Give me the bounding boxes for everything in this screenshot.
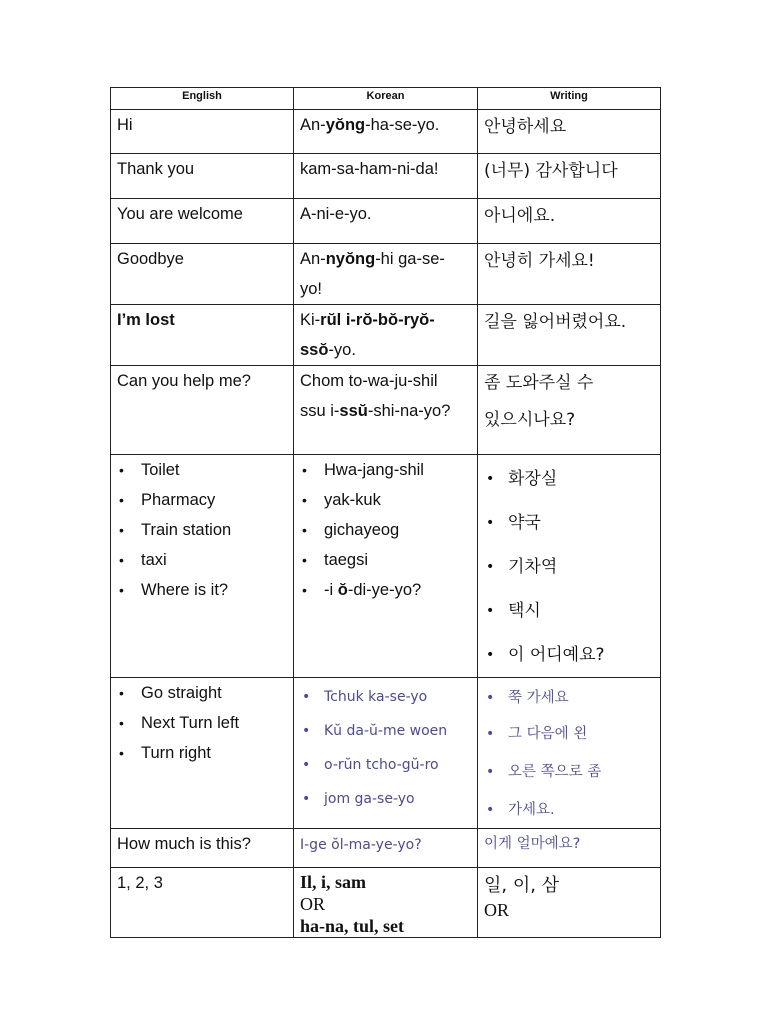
list-item: • 오른 쪽으로 좀 — [484, 752, 654, 792]
english-cell: How much is this? — [111, 829, 294, 868]
list-item: • gichayeog — [300, 515, 471, 545]
list-item: • 그 다음에 왼 — [484, 716, 654, 752]
header-writing: Writing — [478, 88, 661, 110]
table-row — [111, 366, 661, 455]
list-item: • 택시 — [484, 589, 654, 633]
phrase-table — [110, 87, 661, 938]
directions-korean-list — [300, 678, 471, 816]
list-item: • Where is it? — [117, 575, 287, 605]
writing-cell: 길을 잃어버렸어요. — [478, 305, 661, 366]
writing-cell: 안녕히 가세요! — [478, 244, 661, 305]
writing-cell: 좀 도와주실 수 있으시나요? — [478, 366, 661, 455]
table-row — [111, 244, 661, 305]
list-item: • taxi — [117, 545, 287, 575]
list-item: • yak-kuk — [300, 485, 471, 515]
list-item: • Toilet — [117, 455, 287, 485]
korean-cell: kam-sa-ham-ni-da! — [294, 154, 478, 199]
table-row — [111, 678, 661, 829]
english-cell: 1, 2, 3 — [111, 868, 294, 938]
korean-cell — [294, 455, 478, 678]
korean-cell — [294, 678, 478, 829]
list-item: • Hwa-jang-shil — [300, 455, 471, 485]
list-item: • Go straight — [117, 678, 287, 708]
writing-cell — [478, 678, 661, 829]
table-row — [111, 199, 661, 244]
writing-cell — [478, 455, 661, 678]
places-english-list — [117, 455, 287, 605]
writing-cell: (너무) 감사합니다 — [478, 154, 661, 199]
list-item-continued: • jom ga-se-yo — [300, 782, 471, 816]
table-row — [111, 868, 661, 938]
english-cell: Goodbye — [111, 244, 294, 305]
list-item: • taegsi — [300, 545, 471, 575]
directions-english-list — [117, 678, 287, 768]
writing-cell: 이게 얼마예요? — [478, 829, 661, 868]
english-cell — [111, 455, 294, 678]
list-item: • 화장실 — [484, 457, 654, 501]
list-item: • 기차역 — [484, 545, 654, 589]
list-item: • o-rŭn tcho-gŭ-ro — [300, 748, 471, 782]
writing-cell: 안녕하세요 — [478, 110, 661, 154]
places-korean-list — [300, 455, 471, 605]
list-item: • Next Turn left — [117, 708, 287, 738]
korean-cell: Il, i, sam OR ha-na, tul, set — [294, 868, 478, 938]
list-item: • Tchuk ka-se-yo — [300, 680, 471, 714]
list-item: • 이 어디예요? — [484, 633, 654, 677]
places-writing-list — [484, 455, 654, 677]
list-item: • -i ŏ-di-ye-yo? — [300, 575, 471, 605]
table-row — [111, 455, 661, 678]
table-row — [111, 110, 661, 154]
korean-cell: Chom to-wa-ju-shil ssu i-ssŭ-shi-na-yo? — [294, 366, 478, 455]
list-item: • Pharmacy — [117, 485, 287, 515]
table-row — [111, 829, 661, 868]
english-cell: Hi — [111, 110, 294, 154]
korean-cell: Ki-rŭl i-rŏ-bŏ-ryŏ- ssŏ-yo. — [294, 305, 478, 366]
table-row — [111, 154, 661, 199]
writing-cell: 아니에요. — [478, 199, 661, 244]
list-item: • 쭉 가세요 — [484, 680, 654, 716]
english-cell — [111, 678, 294, 829]
korean-cell: An-yŏng-ha-se-yo. — [294, 110, 478, 154]
list-item: • Kŭ da-ŭ-me woen — [300, 714, 471, 748]
header-korean: Korean — [294, 88, 478, 110]
directions-writing-list — [484, 678, 654, 828]
list-item: • Turn right — [117, 738, 287, 768]
korean-cell: An-nyŏng-hi ga-se- yo! — [294, 244, 478, 305]
korean-cell: I-ge ŏl-ma-ye-yo? — [294, 829, 478, 868]
list-item-continued: • 가세요. — [484, 792, 654, 828]
table-row — [111, 305, 661, 366]
header-english: English — [111, 88, 294, 110]
english-cell: I’m lost — [111, 305, 294, 366]
english-cell: Can you help me? — [111, 366, 294, 455]
english-cell: Thank you — [111, 154, 294, 199]
list-item: • Train station — [117, 515, 287, 545]
english-cell: You are welcome — [111, 199, 294, 244]
korean-cell: A-ni-e-yo. — [294, 199, 478, 244]
writing-cell: 일, 이, 삼 OR — [478, 868, 661, 938]
list-item: • 약국 — [484, 501, 654, 545]
header-row — [111, 88, 661, 110]
